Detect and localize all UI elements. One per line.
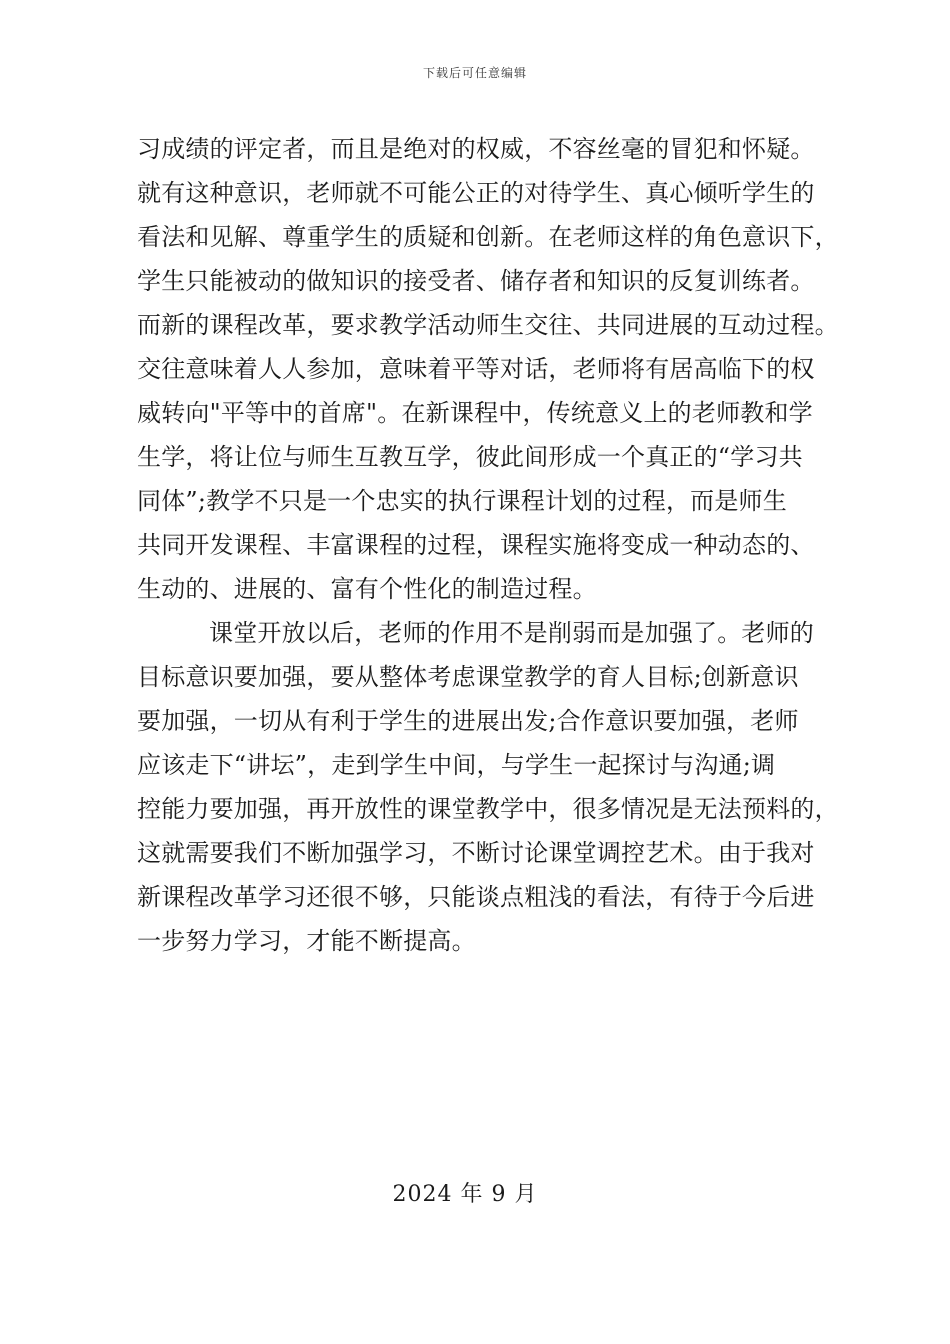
text-line: 共同开发课程、丰富课程的过程，课程实施将变成一种动态的、 bbox=[137, 531, 815, 559]
text-line: 要加强，一切从有利于学生的进展出发;合作意识要加强，老师 bbox=[137, 707, 799, 735]
text-line: 新课程改革学习还很不够，只能谈点粗浅的看法，有待于今后进 bbox=[137, 883, 815, 911]
text-line: 这就需要我们不断加强学习，不断讨论课堂调控艺术。由于我对 bbox=[137, 839, 815, 867]
text-line: 看法和见解、尊重学生的质疑和创新。在老师这样的角色意识下， bbox=[137, 223, 839, 251]
text-line: 生学，将让位与师生互教互学，彼此间形成一个真正的“学习共 bbox=[137, 443, 803, 471]
body-text bbox=[137, 127, 877, 963]
text-line: 就有这种意识，老师就不可能公正的对待学生、真心倾听学生的 bbox=[137, 179, 815, 207]
paragraph-start-line: 课堂开放以后，老师的作用不是削弱而是加强了。老师的 bbox=[209, 619, 814, 647]
text-line: 学生只能被动的做知识的接受者、储存者和知识的反复训练者。 bbox=[137, 267, 815, 295]
text-line: 交往意味着人人参加，意味着平等对话，老师将有居高临下的权 bbox=[137, 355, 815, 383]
text-line: 而新的课程改革，要求教学活动师生交往、共同进展的互动过程。 bbox=[137, 311, 839, 339]
text-line: 一步努力学习，才能不断提高。 bbox=[137, 927, 476, 955]
text-line: 控能力要加强，再开放性的课堂教学中，很多情况是无法预料的， bbox=[137, 795, 839, 823]
text-line: 应该走下“讲坛”，走到学生中间，与学生一起探讨与沟通;调 bbox=[137, 751, 776, 779]
text-line: 威转向"平等中的首席"。在新课程中，传统意义上的老师教和学 bbox=[137, 399, 813, 427]
text-line: 生动的、进展的、富有个性化的制造过程。 bbox=[137, 575, 597, 603]
text-line: 目标意识要加强，要从整体考虑课堂教学的育人目标;创新意识 bbox=[137, 663, 799, 691]
text-line: 同体”;教学不只是一个忠实的执行课程计划的过程，而是师生 bbox=[137, 487, 787, 515]
page-header: 下载后可任意编辑 bbox=[422, 66, 527, 80]
text-line: 习成绩的评定者，而且是绝对的权威，不容丝毫的冒犯和怀疑。 bbox=[137, 135, 815, 163]
document-date: 2024 年 9 月 bbox=[392, 1182, 538, 1207]
